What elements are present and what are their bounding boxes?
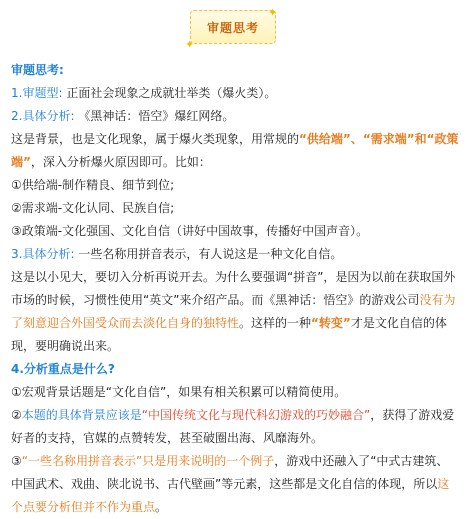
p2-highlight: 没有为了刻意迎合外国受众而去淡化自身的独特性 xyxy=(11,293,456,330)
banner-title: 审题思考 xyxy=(206,20,259,35)
section-3 xyxy=(11,243,459,266)
section-2 xyxy=(11,105,459,128)
p1-highlight-supply: “供给端” xyxy=(299,132,351,146)
p1-highlight-policy: “政策端” xyxy=(11,132,459,169)
p1-highlight-demand: “需求端” xyxy=(362,132,415,146)
section-3-label: 3.具体分析: xyxy=(11,247,75,261)
note-3-highlight-1: “一些名称用拼音表示”只是用来说明的一个例子 xyxy=(21,454,275,468)
note-2-marker: ② xyxy=(11,408,22,422)
note-3-text-c: 。 xyxy=(155,500,168,514)
list-item: ③政策端-文化强国、文化自信（讲好中国故事，传播好中国声音）。 xyxy=(11,224,369,238)
section-3-text: 一些名称用拼音表示，有人说这是一种文化自信。 xyxy=(78,247,343,261)
section-1-label: 1.审题型: xyxy=(11,86,63,100)
list-item: ②需求端-文化认同、民族自信; xyxy=(11,201,175,215)
p2-text-b: 。这样的一种 xyxy=(239,316,312,330)
paragraph-1 xyxy=(11,128,459,174)
paragraph-2 xyxy=(11,266,459,358)
section-banner xyxy=(190,10,276,44)
p1-sep-1: 、 xyxy=(350,132,363,146)
section-1 xyxy=(11,82,459,105)
note-3 xyxy=(11,450,459,519)
section-2-text: 《黑神话：悟空》爆红网络。 xyxy=(78,109,235,123)
note-3-text-b: ，游戏中还融入了“中式古建筑、中国武术、戏曲、陕北说书、古代壁画”等元素，这些都是文化自信的体现，所以 xyxy=(11,454,449,491)
p2-text-a: 这是以小见大，要切入分析再说开去。为什么要强调“拼音”，是因为以前在获取国外市场的时候，习惯性使用“英文”来介绍产品。而《黑神话：悟空》的游戏公司 xyxy=(11,270,456,307)
note-2-highlight: “中国传统文化与现代科幻游戏的巧妙融合” xyxy=(141,408,371,422)
star-icon: ✦ xyxy=(185,38,195,51)
heading: 审题思考: xyxy=(11,63,64,77)
star-icon: ✦ xyxy=(268,6,278,19)
document-body xyxy=(11,59,459,519)
p1-sep-2: 和 xyxy=(414,132,427,146)
note-3-marker: ③ xyxy=(11,454,22,468)
section-1-text: 正面社会现象之成就壮举类（爆火类）。 xyxy=(66,86,277,100)
list-item: ①供给端-制作精良、细节到位; xyxy=(11,178,175,192)
p2-text-c: 才是文化自信的体现，要明确说出来。 xyxy=(11,316,447,353)
p2-highlight-change: “转变” xyxy=(311,316,351,330)
section-2-label: 2.具体分析: xyxy=(11,109,75,123)
note-2-text-c: ，获得了游戏爱好者的支持，官媒的点赞转发，甚至破圈出海、风靡海外。 xyxy=(11,408,455,445)
note-2-text-b: 本题的具体背景应该是 xyxy=(21,408,142,422)
p1-text-b: ，深入分析爆火原因即可。比如： xyxy=(30,155,211,169)
section-4-heading: 4.分析重点是什么? xyxy=(11,362,115,376)
note-2 xyxy=(11,404,459,450)
p1-text-a: 这是背景，也是文化现象，属于爆火类现象，用常规的 xyxy=(11,132,300,146)
note-3-highlight-2: 这个点要分析但并不作为重点 xyxy=(11,477,450,514)
note-1: ①宏观背景话题是“文化自信”，如果有相关积累可以精简使用。 xyxy=(11,385,347,399)
